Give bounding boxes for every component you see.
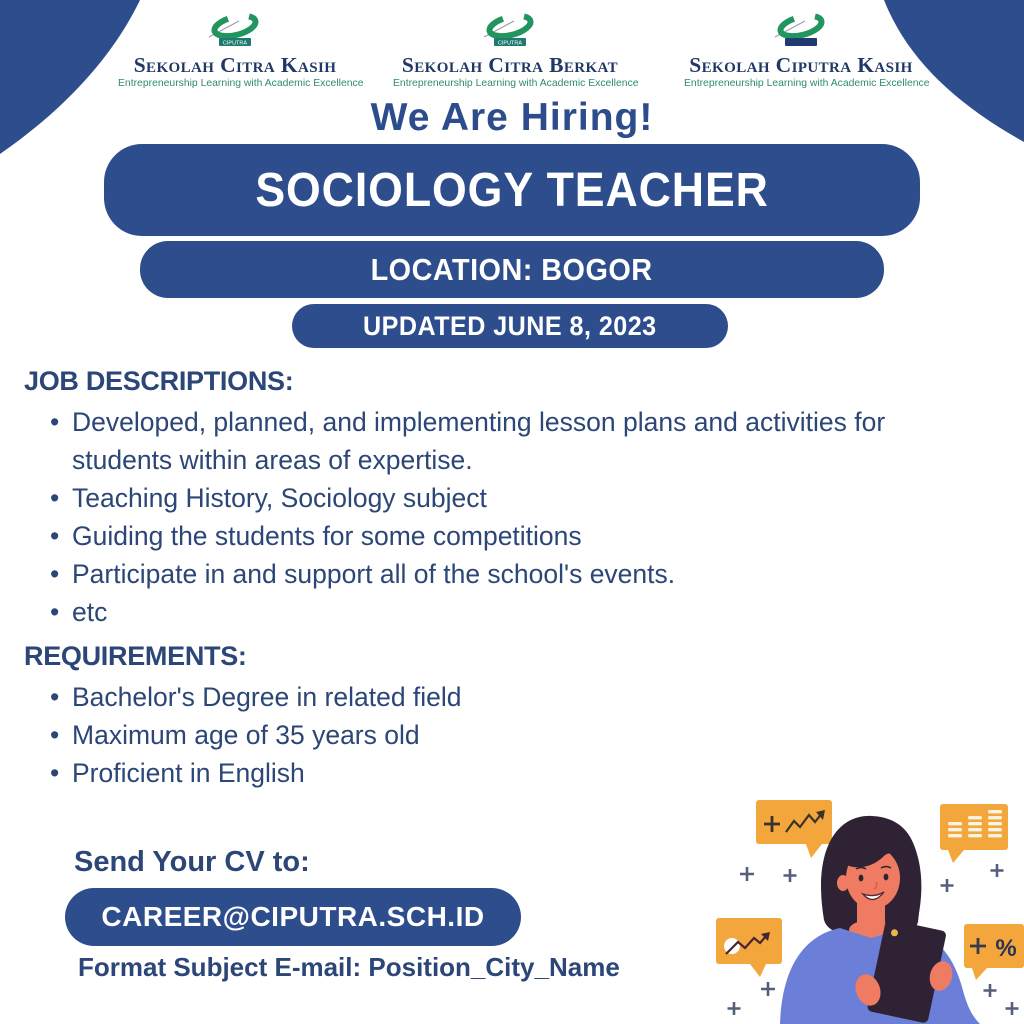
- logo-sekolah-citra-berkat: [393, 12, 639, 89]
- logo-tagline: Entrepreneurship Learning with Academic Excellence: [118, 78, 364, 89]
- job-description-item: • Guiding the students for some competitions: [24, 517, 980, 555]
- speech-bubble-bar-chart-icon: [940, 804, 1008, 863]
- svg-text:CIPUTRA: CIPUTRA: [497, 40, 523, 47]
- job-description-item: • Developed, planned, and implementing lesson plans and activities for students within areas of expertise.: [24, 403, 980, 479]
- hiring-title: We Are Hiring!: [370, 96, 654, 139]
- job-descriptions-heading: JOB DESCRIPTIONS:: [24, 366, 294, 396]
- content-area: [24, 366, 980, 802]
- requirements-heading: REQUIREMENTS:: [24, 641, 247, 671]
- position-title-banner: [104, 144, 920, 236]
- job-description-item: • Participate in and support all of the school's events.: [24, 555, 980, 593]
- speech-bubble-line-chart-icon: [756, 800, 832, 858]
- job-description-item: • etc: [24, 593, 980, 631]
- position-title: SOCIOLOGY TEACHER: [255, 163, 769, 217]
- location-banner: [140, 241, 884, 298]
- speech-bubble-trend-icon: [716, 918, 782, 977]
- email-subject-format-label: Format Subject E-mail: Position_City_Name: [78, 952, 620, 982]
- job-description-item: • Teaching History, Sociology subject: [24, 479, 980, 517]
- requirements-list: [24, 678, 980, 792]
- logo-tagline: Entrepreneurship Learning with Academic Excellence: [684, 78, 930, 89]
- logo-sekolah-ciputra-kasih: [684, 12, 930, 89]
- logo-name: Sekolah Ciputra Kasih: [689, 53, 913, 77]
- location-label: LOCATION: BOGOR: [371, 251, 653, 287]
- speech-bubble-percent-icon: [964, 924, 1024, 980]
- requirement-item: • Bachelor's Degree in related field: [24, 678, 980, 716]
- send-cv-label: Send Your CV to:: [74, 846, 310, 878]
- updated-date-badge: [292, 304, 728, 348]
- job-descriptions-list: [24, 403, 980, 631]
- ciputra-swoosh-icon: [393, 12, 627, 54]
- svg-text:%: %: [995, 935, 1017, 962]
- svg-text:CIPUTRA: CIPUTRA: [222, 40, 248, 47]
- logo-sekolah-citra-kasih: [118, 12, 364, 89]
- logo-tagline: Entrepreneurship Learning with Academic Excellence: [393, 78, 639, 89]
- woman-with-tablet-illustration: [690, 778, 1024, 1024]
- updated-date-label: UPDATED JUNE 8, 2023: [363, 310, 657, 341]
- requirement-item: • Maximum age of 35 years old: [24, 716, 980, 754]
- career-email-button[interactable]: [65, 888, 521, 946]
- ciputra-swoosh-icon: [684, 12, 918, 54]
- career-email: CAREER@CIPUTRA.SCH.ID: [101, 901, 485, 932]
- logo-name: Sekolah Citra Berkat: [401, 53, 619, 77]
- requirement-item: • Proficient in English: [24, 754, 980, 792]
- logo-name: Sekolah Citra Kasih: [133, 53, 337, 77]
- ciputra-swoosh-icon: [118, 12, 352, 54]
